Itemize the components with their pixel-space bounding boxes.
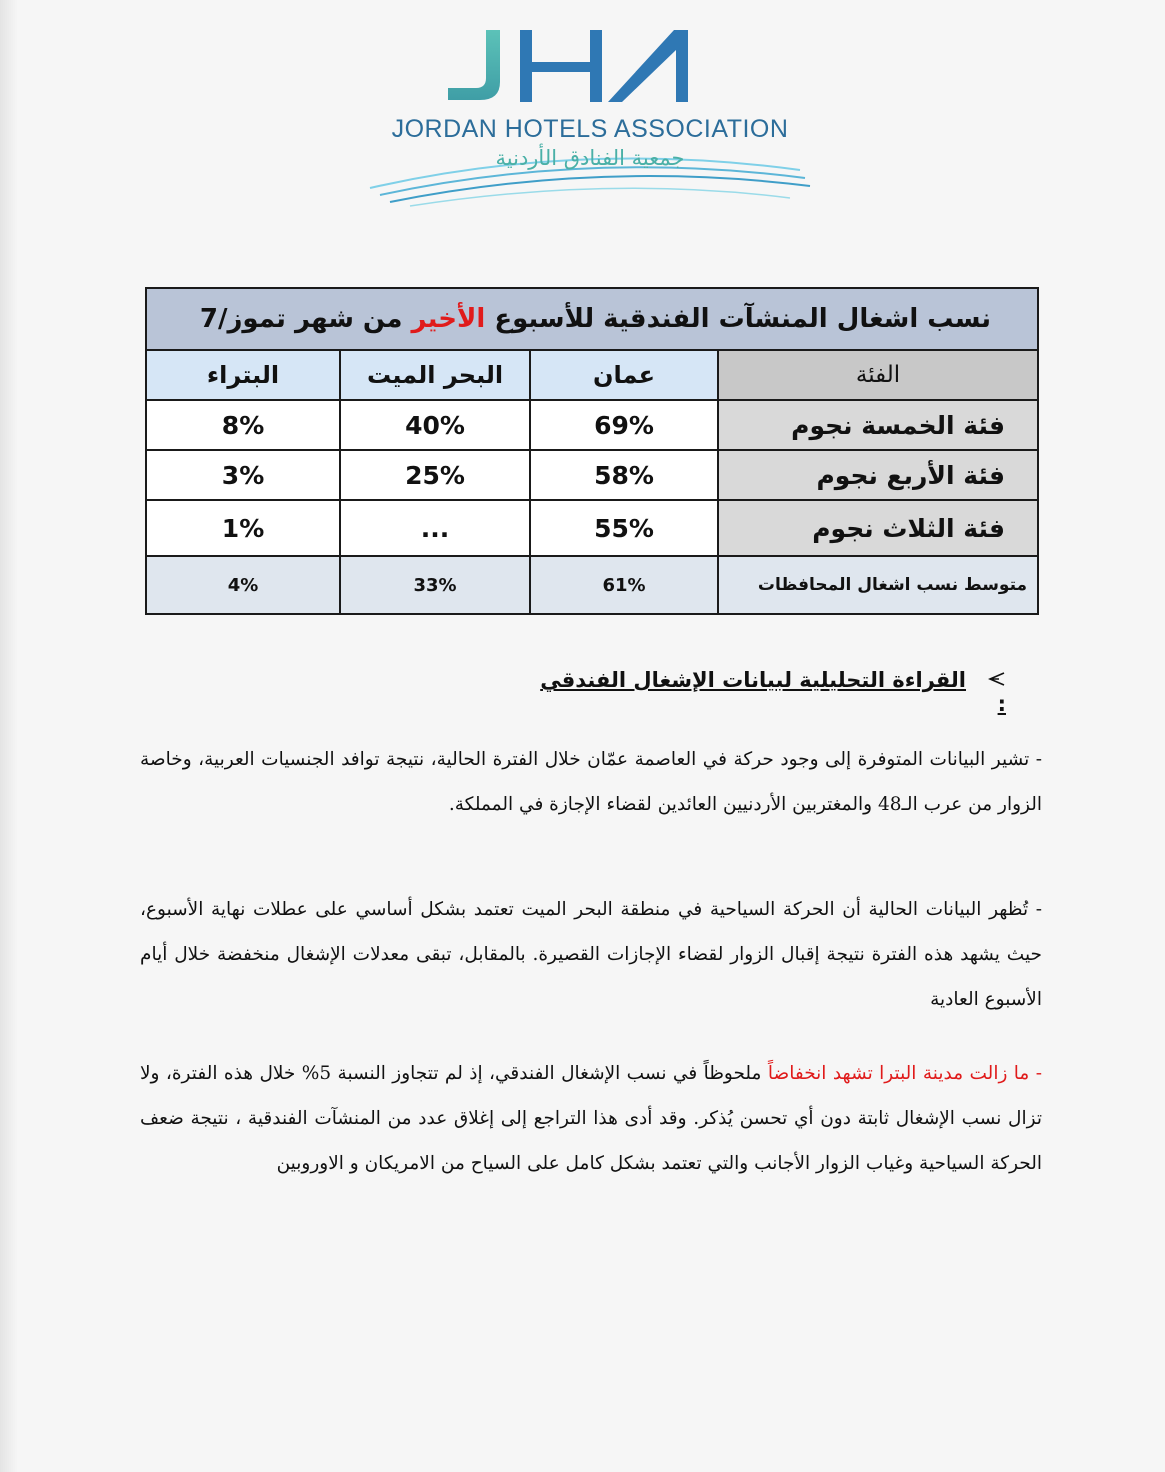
cell-value: ... xyxy=(340,500,530,556)
title-highlight: الأخير xyxy=(411,304,486,334)
logo-name-ar: جمعية الفنادق الأردنية xyxy=(495,146,685,170)
petra-highlight: - ما زالت مدينة البترا تشهد انخفاضاً xyxy=(767,1063,1042,1084)
paragraph-petra xyxy=(140,1051,1042,1186)
jha-logo xyxy=(350,10,830,210)
page-edge xyxy=(0,0,18,1472)
occupancy-table xyxy=(145,287,1039,615)
row-label: فئة الثلاث نجوم xyxy=(718,500,1038,556)
analysis-heading xyxy=(540,668,1006,716)
header-dead-sea: البحر الميت xyxy=(340,350,530,400)
header-amman: عمان xyxy=(530,350,718,400)
cell-value: 25% xyxy=(340,450,530,500)
cell-value: 58% xyxy=(530,450,718,500)
header-category: الفئة xyxy=(718,350,1038,400)
cell-value: 69% xyxy=(530,400,718,450)
header-row xyxy=(146,350,1038,400)
row-label: فئة الأربع نجوم xyxy=(718,450,1038,500)
paragraph-dead-sea: - تُظهر البيانات الحالية أن الحركة السياحية في منطقة البحر الميت تعتمد بشكل أساسي على عطلات نهاية الأسبوع، حيث يشهد هذه الفترة نتيجة إقبال الزوار لقضاء الإجازات القصيرة. بالمقابل، تبقى معدلات الإشغال منخفضة خلال أيام الأسبوع العادية xyxy=(140,899,1042,1010)
average-row xyxy=(146,556,1038,614)
header-petra: البتراء xyxy=(146,350,340,400)
row-label: فئة الخمسة نجوم xyxy=(718,400,1038,450)
table-row xyxy=(146,500,1038,556)
cell-value: 8% xyxy=(146,400,340,450)
petra-text: ملحوظاً في نسب الإشغال الفندقي، إذ لم تتجاوز النسبة 5% خلال هذه الفترة، ولا تزال نسب الإشغال ثابتة دون أي تحسن يُذكر. وقد أدى هذا التراجع إلى إغلاق عدد من المنشآت الفندقية ، نتيجة ضعف الحركة السياحية وغياب الزوار الأجانب والتي تعتمد بشكل كامل على السياح من الامريكان و الاوروبين xyxy=(140,1063,1042,1174)
analysis-heading-text: القراءة التحليلية لبيانات الإشغال الفندقي : xyxy=(540,668,1006,716)
table-row xyxy=(146,400,1038,450)
table-title-row xyxy=(146,288,1038,350)
cell-value: 55% xyxy=(530,500,718,556)
cell-value: 1% xyxy=(146,500,340,556)
jha-logo-mark xyxy=(350,10,830,210)
average-value: 4% xyxy=(146,556,340,614)
average-label: متوسط نسب اشغال المحافظات xyxy=(718,556,1038,614)
cell-value: 40% xyxy=(340,400,530,450)
average-value: 61% xyxy=(530,556,718,614)
table-title: نسب اشغال المنشآت الفندقية للأسبوع الأخير من شهر تموز/7 xyxy=(146,288,1038,350)
cell-value: 3% xyxy=(146,450,340,500)
average-value: 33% xyxy=(340,556,530,614)
logo-name-en: JORDAN HOTELS ASSOCIATION xyxy=(391,115,789,143)
arrow-bullet-icon xyxy=(988,668,1006,692)
paragraph-amman: - تشير البيانات المتوفرة إلى وجود حركة في العاصمة عمّان خلال الفترة الحالية، نتيجة توافد الجنسيات العربية، وخاصة الزوار من عرب الـ48 والمغتربين الأردنيين العائدين لقضاء الإجازة في المملكة. xyxy=(140,749,1042,815)
table-row xyxy=(146,450,1038,500)
